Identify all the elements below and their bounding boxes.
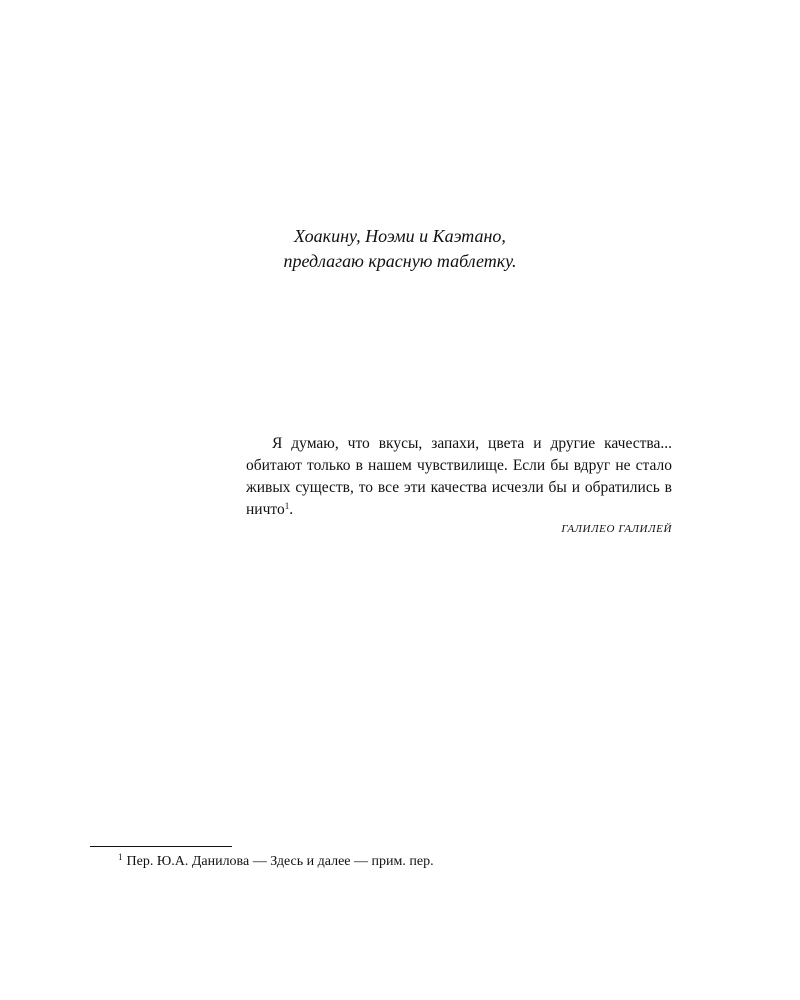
footnote-reference: 1: [284, 501, 290, 511]
dedication: [230, 224, 570, 274]
footnote: [118, 852, 718, 872]
epigraph-quote-text: Я думаю, что вкусы, запахи, цвета и другие качества... обитают только в нашем чувствилище. Если бы вдруг не стало живых существ, то все эти качества исчезли бы и обратились в ничто: [246, 435, 672, 518]
epigraph: [246, 433, 672, 535]
footnote-separator: [90, 846, 232, 847]
epigraph-author: ГАЛИЛЕО ГАЛИЛЕЙ: [561, 523, 672, 535]
footnote-mark: 1: [118, 852, 123, 862]
dedication-line-2: предлагаю красную таблетку.: [283, 251, 517, 271]
epigraph-quote-end: .: [289, 501, 294, 518]
dedication-line-1: Хоакину, Ноэми и Каэтано,: [294, 226, 506, 246]
footnote-text: Пер. Ю.А. Данилова — Здесь и далее — прим. пер.: [126, 854, 434, 869]
epigraph-quote: [246, 433, 672, 521]
